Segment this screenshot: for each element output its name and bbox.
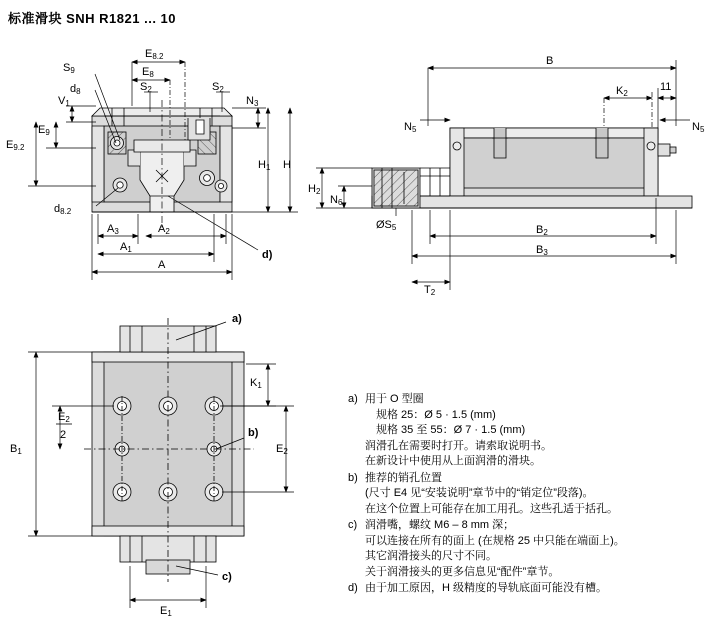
note-c-line-3: 其它润滑接头的尺寸不同。 bbox=[365, 550, 497, 562]
note-c-key: c) bbox=[348, 519, 358, 531]
note-b-line-3: 在这个位置上可能存在加工用孔。这些孔适于括孔。 bbox=[365, 502, 618, 515]
label-note-b-top: b) bbox=[248, 427, 259, 439]
note-b-body bbox=[365, 471, 712, 518]
note-c-line-2: 可以连接在所有的面上 (在规格 25 中只能在端面上)。 bbox=[365, 534, 625, 547]
note-d-key: d) bbox=[348, 582, 358, 594]
label-V1: V1 bbox=[58, 95, 70, 108]
note-a-line-5: 在新设计中使用从上面润滑的滑块。 bbox=[365, 455, 541, 467]
label-B3: B3 bbox=[536, 244, 548, 257]
label-d8: d8 bbox=[70, 83, 81, 96]
label-N5-right: N5 bbox=[692, 121, 705, 134]
label-A1: A1 bbox=[120, 241, 132, 254]
note-c-line-1: 润滑嘴，螺纹 M6 – 8 mm 深； bbox=[365, 519, 515, 531]
label-H: H bbox=[283, 159, 291, 171]
label-A: A bbox=[158, 259, 166, 271]
label-N6: N6 bbox=[330, 194, 343, 207]
note-a-line-4: 润滑孔在需要时打开。请索取说明书。 bbox=[365, 439, 552, 452]
label-note-c-top: c) bbox=[222, 571, 232, 583]
label-K1: K1 bbox=[250, 377, 262, 390]
label-K2: K2 bbox=[616, 85, 628, 98]
side-view-geometry bbox=[372, 128, 692, 208]
label-S2-right: S2 bbox=[212, 81, 224, 94]
label-E2-half-den: 2 bbox=[60, 429, 67, 441]
label-E9: E9 bbox=[38, 124, 50, 137]
note-a bbox=[348, 392, 712, 470]
label-d8-2: d8.2 bbox=[54, 203, 72, 216]
label-H2: H2 bbox=[308, 183, 321, 196]
note-a-body bbox=[365, 392, 712, 470]
note-c-line-4: 关于润滑接头的更多信息见“配件”章节。 bbox=[365, 565, 560, 578]
note-c-body bbox=[365, 518, 712, 580]
label-note-a-top: a) bbox=[232, 313, 242, 325]
note-b-line-1: 推荐的销孔位置 bbox=[365, 471, 442, 484]
label-A3: A3 bbox=[107, 223, 119, 236]
label-E8-2: E8.2 bbox=[145, 48, 164, 61]
label-E9-2: E9.2 bbox=[6, 139, 25, 152]
label-H1: H1 bbox=[258, 159, 271, 172]
top-view-geometry bbox=[84, 318, 254, 582]
note-b-key: b) bbox=[348, 471, 358, 484]
page-title: 标准滑块 SNH R1821 ... 10 bbox=[8, 11, 176, 26]
note-d-body bbox=[365, 581, 712, 597]
label-T2: T2 bbox=[424, 284, 436, 297]
note-a-line-3: 规格 35 至 55：Ø 7 · 1.5 (mm) bbox=[376, 424, 526, 436]
note-d bbox=[348, 581, 712, 597]
label-OS5: ØS5 bbox=[376, 219, 397, 232]
label-E8: E8 bbox=[142, 66, 154, 79]
label-S2-left: S2 bbox=[140, 81, 152, 94]
label-B2: B2 bbox=[536, 224, 548, 237]
note-c bbox=[348, 518, 712, 580]
label-E2-half-num: E2 bbox=[58, 411, 70, 424]
label-B1: B1 bbox=[10, 443, 22, 456]
notes-block bbox=[348, 392, 712, 598]
label-11: 11 bbox=[660, 81, 672, 93]
label-N3: N3 bbox=[246, 95, 259, 108]
label-E2: E2 bbox=[276, 443, 288, 456]
note-b bbox=[348, 471, 712, 518]
label-S9: S9 bbox=[63, 62, 75, 75]
note-a-line-2: 规格 25：Ø 5 · 1.5 (mm) bbox=[376, 408, 496, 421]
note-a-line-1: 用于 O 型圈 bbox=[365, 393, 424, 405]
label-E1: E1 bbox=[160, 605, 172, 618]
note-b-line-2: (尺寸 E4 见“安装说明”章节中的“销定位”段落)。 bbox=[365, 487, 594, 499]
note-a-key: a) bbox=[348, 393, 358, 405]
label-note-d-front: d) bbox=[262, 249, 273, 261]
label-B: B bbox=[546, 55, 554, 67]
label-N5-left: N5 bbox=[404, 121, 417, 134]
note-d-line-1: 由于加工原因，H 级精度的导轨底面可能没有槽。 bbox=[365, 582, 607, 594]
label-A2: A2 bbox=[158, 223, 170, 236]
